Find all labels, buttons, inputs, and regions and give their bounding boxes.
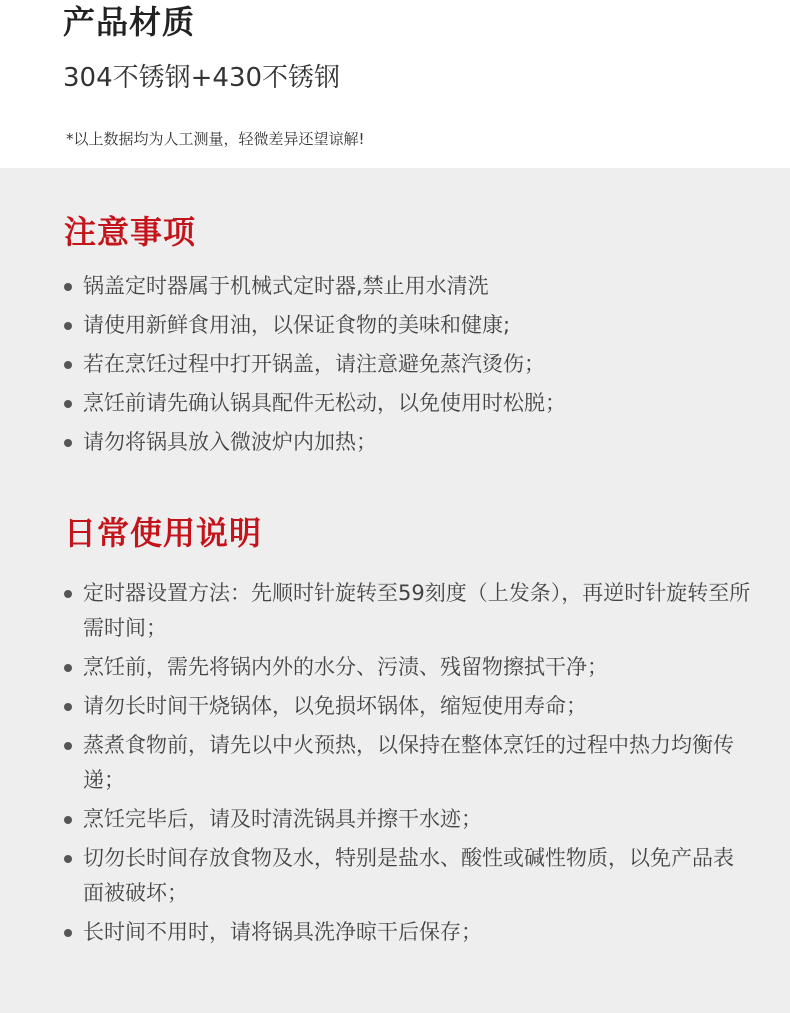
notes-list-item (62, 308, 752, 343)
bullet-dot-icon (64, 742, 72, 750)
bullet-dot-icon (64, 439, 72, 447)
bullet-dot-icon (64, 816, 72, 824)
notes-item-text: 烹饪前请先确认锅具配件无松动，以免使用时松脱； (83, 391, 566, 415)
bullet-dot-icon (64, 283, 72, 291)
usage-item-text: 烹饪前，需先将锅内外的水分、污渍、残留物擦拭干净； (83, 655, 608, 679)
usage-list-item (62, 802, 752, 837)
material-section (0, 0, 790, 168)
usage-list (62, 576, 752, 954)
notes-list (62, 269, 752, 464)
bullet-dot-icon (64, 664, 72, 672)
measurement-disclaimer: *以上数据均为人工测量，轻微差异还望谅解! (66, 130, 365, 148)
bullet-dot-icon (64, 703, 72, 711)
bullet-dot-icon (64, 322, 72, 330)
bullet-dot-icon (64, 400, 72, 408)
usage-item-text: 请勿长时间干烧锅体，以免损坏锅体，缩短使用寿命； (83, 694, 587, 718)
notes-title: 注意事项 (64, 213, 197, 251)
notes-item-text: 若在烹饪过程中打开锅盖，请注意避免蒸汽烫伤； (83, 352, 545, 376)
usage-item-text: 长时间不用时，请将锅具洗净晾干后保存； (83, 920, 482, 944)
usage-title: 日常使用说明 (64, 514, 263, 552)
usage-list-item (62, 650, 752, 685)
notes-item-text: 锅盖定时器属于机械式定时器,禁止用水清洗 (83, 274, 489, 298)
material-title: 产品材质 (63, 3, 196, 41)
usage-list-item (62, 576, 752, 646)
usage-item-text: 蒸煮食物前，请先以中火预热，以保持在整体烹饪的过程中热力均衡传递； (83, 733, 734, 792)
instructions-panel (0, 168, 790, 1013)
notes-list-item (62, 386, 752, 421)
usage-list-item (62, 915, 752, 950)
usage-item-text: 定时器设置方法：先顺时针旋转至59刻度（上发条），再逆时针旋转至所需时间； (83, 581, 751, 640)
usage-list-item (62, 728, 752, 798)
notes-list-item (62, 269, 752, 304)
usage-item-text: 切勿长时间存放食物及水，特别是盐水、酸性或碱性物质，以免产品表面被破坏； (83, 846, 734, 905)
usage-item-text: 烹饪完毕后，请及时清洗锅具并擦干水迹； (83, 807, 482, 831)
notes-list-item (62, 425, 752, 460)
bullet-dot-icon (64, 929, 72, 937)
notes-list-item (62, 347, 752, 382)
bullet-dot-icon (64, 855, 72, 863)
material-value: 304不锈钢+430不锈钢 (63, 63, 341, 93)
notes-item-text: 请勿将锅具放入微波炉内加热； (83, 430, 377, 454)
usage-list-item (62, 689, 752, 724)
usage-list-item (62, 841, 752, 911)
bullet-dot-icon (64, 361, 72, 369)
bullet-dot-icon (64, 590, 72, 598)
notes-item-text: 请使用新鲜食用油，以保证食物的美味和健康; (83, 313, 511, 337)
